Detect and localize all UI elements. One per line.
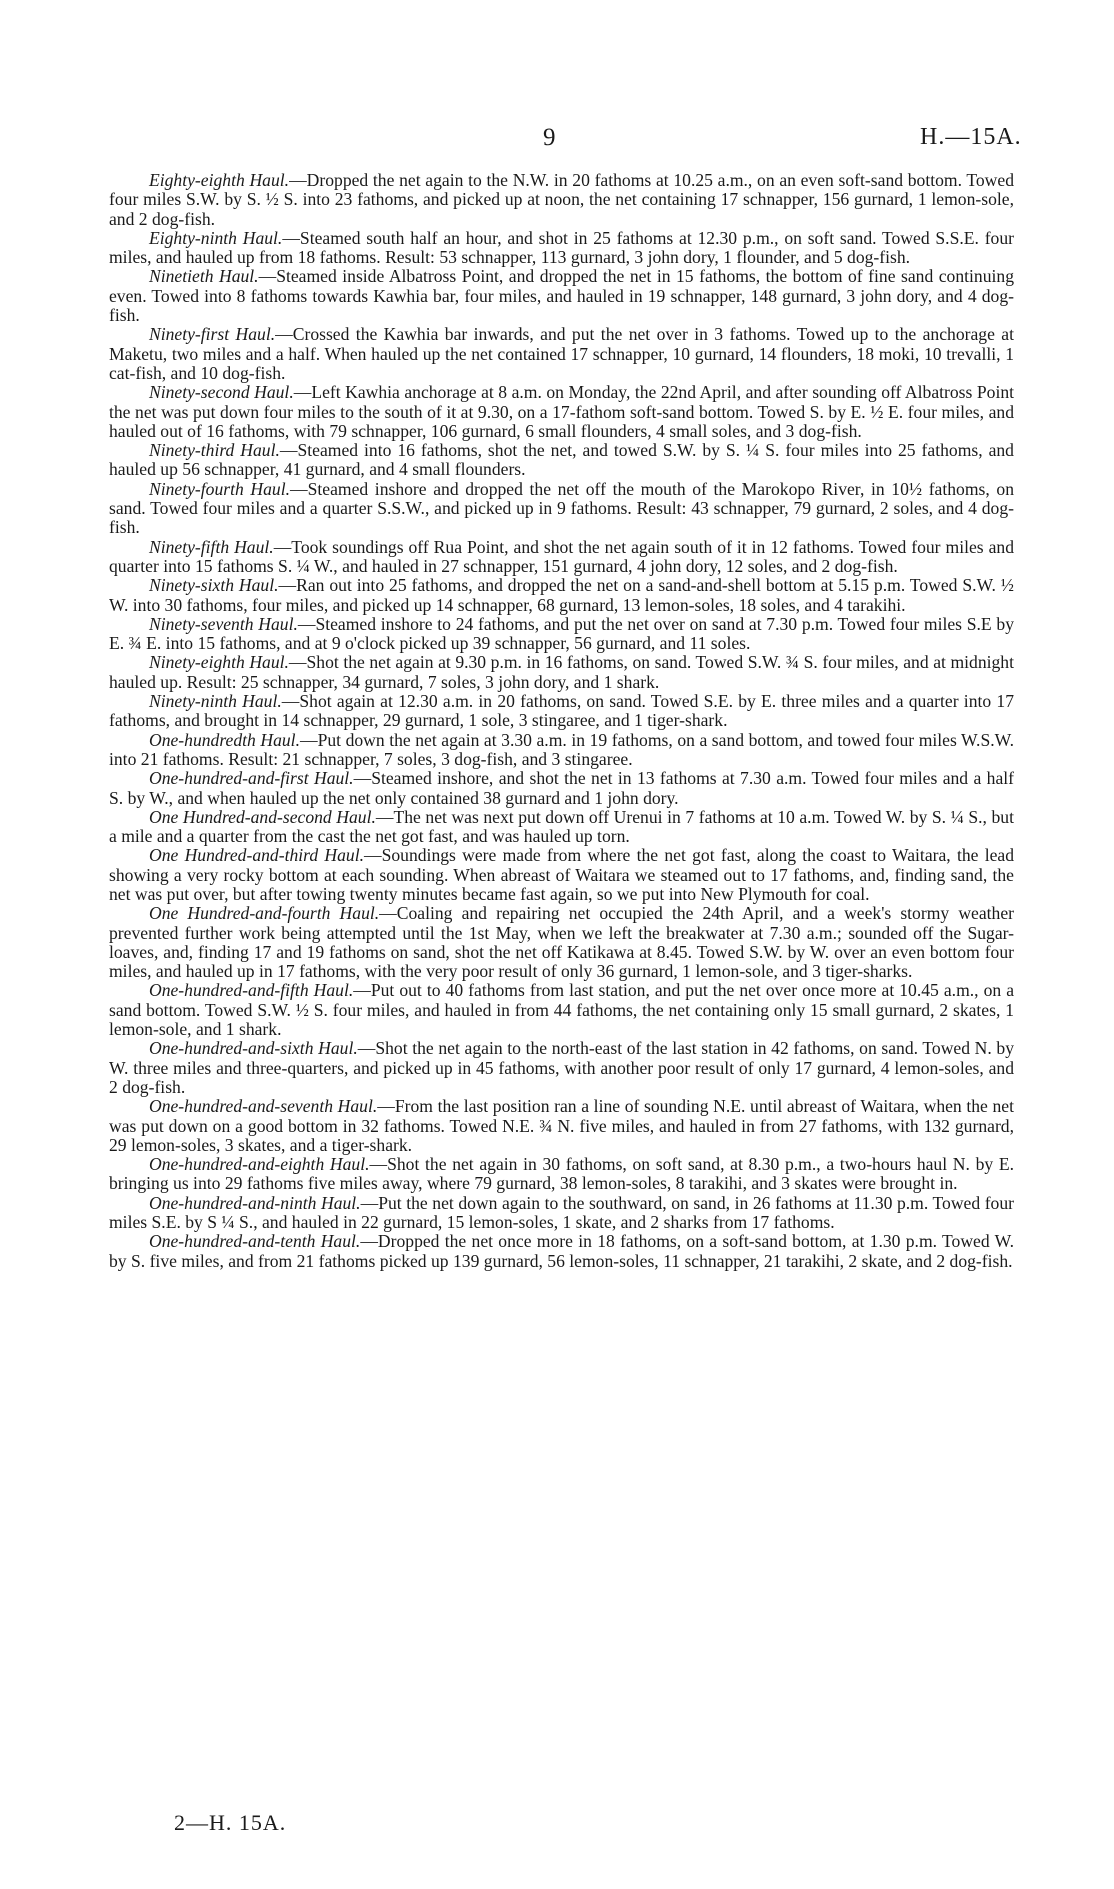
haul-title: Ninety-fourth Haul. xyxy=(149,478,291,499)
haul-text: —Steamed inshore and dropped the net off the mouth of the Marokopo River, in 10½ fathoms, on sand. Towed four miles and a quarter S.S.W., and picked up in 9 fathoms. Result: 43 schnapper, 79 gurnard, 2 soles, and 4 dog-fish. xyxy=(109,478,1014,538)
haul-text: —Left Kawhia anchorage at 8 a.m. on Monday, the 22nd April, and after sounding off Albatross Point the net was put down four miles to the south of it at 9.30, on a 17-fathom soft-sand bottom. Towed S. by E. ½ E. four miles, and hauled out of 16 fathoms, with 79 schnapper, 106 gurnard, 6 small flounders, 4 small soles, and 3 dog-fish. xyxy=(109,382,1015,441)
haul-text: —Took soundings off Rua Point, and shot the net again south of it in 12 fathoms. Towed four miles and quarter into 15 fathoms S. ¼ W., and hauled in 27 schnapper, 151 gurnard, 4 john dory, 12 soles, and 2 dog-fish. xyxy=(109,536,1014,576)
haul-title: Ninety-seventh Haul. xyxy=(149,613,298,634)
haul-text: —Steamed inside Albatross Point, and dropped the net in 15 fathoms, the bottom of fine sand continuing even. Towed into 8 fathoms towards Kawhia bar, four miles, and hauled in 19 schnapper, 148 gurnard, 3 john dory, and 4 dog-fish. xyxy=(109,266,1015,326)
haul-text: —Dropped the net again to the N.W. in 20 fathoms at 10.25 a.m., on an even soft-sand bottom. Towed four miles S.W. by S. ½ S. into 23 fathoms, and picked up at noon, the net containing 17 schnapper, 156 gurnard, 1 lemon-sole, and 2 dog-fish. xyxy=(109,170,1014,229)
haul-paragraph xyxy=(109,171,1014,229)
haul-title: One-hundred-and-ninth Haul. xyxy=(149,1192,361,1213)
haul-title: One-hundred-and-first Haul. xyxy=(149,768,354,789)
haul-title: Ninety-third Haul. xyxy=(149,440,280,461)
haul-title: Ninety-ninth Haul. xyxy=(149,691,282,712)
signature-mark: 2—H. 15A. xyxy=(174,1810,287,1835)
haul-paragraph xyxy=(109,692,1014,731)
haul-title: Ninety-first Haul. xyxy=(149,324,276,345)
haul-text: —Put out to 40 fathoms from last station, and put the net over once more at 10.45 a.m., on a sand bottom. Towed S.W. ½ S. four miles, and hauled in from 44 fathoms, the net containing only 15 small gurnard, 2 skates, 1 lemon-sole, and 1 shark. xyxy=(109,980,1014,1040)
haul-paragraph xyxy=(109,653,1014,692)
haul-text: —Put down the net again at 3.30 a.m. in 19 fathoms, on a sand bottom, and towed four miles W.S.W. into 21 fathoms. Result: 21 schnapper, 7 soles, 3 dog-fish, and 3 stingaree. xyxy=(109,729,1015,769)
haul-paragraph xyxy=(109,480,1014,538)
document-reference: H.—15A. xyxy=(920,124,1022,150)
haul-text: —Steamed into 16 fathoms, shot the net, and towed S.W. by S. ¼ S. four miles into 25 fathoms, and hauled up 56 schnapper, 41 gurnard, and 4 small flounders. xyxy=(109,440,1014,480)
haul-title: Ninetieth Haul. xyxy=(149,266,259,287)
haul-title: Ninety-second Haul. xyxy=(149,382,294,403)
haul-text: —Shot the net again at 9.30 p.m. in 16 fathoms, on sand. Towed S.W. ¾ S. four miles, and at midnight hauled up. Result: 25 schnapper, 34 gurnard, 7 soles, 3 john dory, and 1 shark. xyxy=(109,652,1014,692)
body-text xyxy=(109,171,1014,1271)
haul-paragraph xyxy=(109,538,1014,577)
haul-title: One Hundred-and-third Haul. xyxy=(149,845,364,866)
haul-paragraph xyxy=(109,808,1014,847)
haul-paragraph xyxy=(109,846,1014,904)
haul-title: Ninety-eighth Haul. xyxy=(149,652,289,673)
haul-title: One Hundred-and-fourth Haul. xyxy=(149,903,380,924)
haul-text: —Coaling and repairing net occupied the 24th April, and a week's stormy weather prevented further work being attempted until the 1st May, when we left the breakwater at 7.30 a.m.; sounded off the Sugar-loaves, and, finding 17 and 19 fathoms on sand, shot the net off Katikawa at 8.45. Towed S.W. by W. over an even bottom four miles, and hauled up in 17 fathoms, with the very poor result of only 36 gurnard, 1 lemon-sole, and 3 tiger-sharks. xyxy=(109,903,1014,982)
haul-paragraph xyxy=(109,731,1014,770)
haul-text: —From the last position ran a line of sounding N.E. until abreast of Waitara, when the net was put down on a good bottom in 32 fathoms. Towed N.E. ¾ N. five miles, and hauled in from 27 fathoms, with 132 gurnard, 29 lemon-soles, 3 skates, and a tiger-shark. xyxy=(109,1096,1014,1155)
haul-paragraph xyxy=(109,1194,1014,1233)
haul-paragraph xyxy=(109,615,1014,654)
haul-text: —Soundings were made from where the net got fast, along the coast to Waitara, the lead showing a very rocky bottom at each sounding. When abreast of Waitara we steamed out to 17 fathoms, and, finding sand, the net was put over, but after towing twenty minutes became fast again, so we put into New Plymouth for coal. xyxy=(109,845,1015,904)
haul-paragraph xyxy=(109,383,1014,441)
haul-title: Eighty-eighth Haul. xyxy=(149,170,290,190)
haul-paragraph xyxy=(109,1039,1014,1097)
haul-title: Eighty-ninth Haul. xyxy=(149,227,283,248)
haul-text: —Shot again at 12.30 a.m. in 20 fathoms, on sand. Towed S.E. by E. three miles and a quarter into 17 fathoms, and brought in 14 schnapper, 29 gurnard, 1 sole, 3 stingaree, and 1 tiger-shark. xyxy=(109,691,1014,731)
page-number: 9 xyxy=(543,124,556,151)
haul-text: —Shot the net again in 30 fathoms, on soft sand, at 8.30 p.m., a two-hours haul N. by E. bringing us into 29 fathoms five miles away, where 79 gurnard, 38 lemon-soles, 8 tarakihi, and 3 skates were brought in. xyxy=(109,1154,1014,1194)
haul-paragraph xyxy=(109,981,1014,1039)
haul-title: One-hundred-and-eighth Haul. xyxy=(149,1154,370,1175)
haul-text: —Steamed south half an hour, and shot in 25 fathoms at 12.30 p.m., on soft sand. Towed S.S.E. four miles, and hauled up from 18 fathoms. Result: 53 schnapper, 113 gurnard, 3 john dory, 1 flounder, and 5 dog-fish. xyxy=(109,227,1015,268)
haul-paragraph xyxy=(109,267,1014,325)
haul-paragraph xyxy=(109,229,1014,268)
haul-paragraph xyxy=(109,576,1014,615)
haul-paragraph xyxy=(109,769,1014,808)
haul-text: —Ran out into 25 fathoms, and dropped the net on a sand-and-shell bottom at 5.15 p.m. Towed S.W. ½ W. into 30 fathoms, four miles, and picked up 14 schnapper, 68 gurnard, 13 lemon-soles, 18 soles, and 4 tarakihi. xyxy=(109,575,1015,615)
haul-paragraph xyxy=(109,1232,1014,1271)
haul-title: One-hundred-and-sixth Haul. xyxy=(149,1038,358,1059)
haul-text: —Put the net down again to the southward, on sand, in 26 fathoms at 11.30 p.m. Towed four miles S.E. by S ¼ S., and hauled in 22 gurnard, 15 lemon-soles, 1 skate, and 2 sharks from 17 fathoms. xyxy=(109,1192,1015,1233)
haul-title: One-hundredth Haul. xyxy=(149,729,300,750)
haul-paragraph xyxy=(109,904,1014,981)
haul-text: —Steamed inshore to 24 fathoms, and put the net over on sand at 7.30 p.m. Towed four miles S.E by E. ¾ E. into 15 fathoms, and at 9 o'clock picked up 39 schnapper, 56 gurnard, and 11 soles. xyxy=(109,613,1014,654)
haul-paragraph xyxy=(109,325,1014,383)
haul-text: —Steamed inshore, and shot the net in 13 fathoms at 7.30 a.m. Towed four miles and a half S. by W., and when hauled up the net only contained 38 gurnard and 1 john dory. xyxy=(109,768,1015,808)
haul-text: —The net was next put down off Urenui in 7 fathoms at 10 a.m. Towed W. by S. ¼ S., but a mile and a quarter from the cast the net got fast, and was hauled up torn. xyxy=(109,806,1014,847)
haul-title: One-hundred-and-fifth Haul. xyxy=(149,980,354,1001)
haul-paragraph xyxy=(109,1097,1014,1155)
haul-title: One-hundred-and-seventh Haul. xyxy=(149,1096,378,1117)
haul-text: —Crossed the Kawhia bar inwards, and put the net over in 3 fathoms. Towed up to the anchorage at Maketu, two miles and a half. When hauled up the net contained 17 schnapper, 10 gurnard, 14 flounders, 18 moki, 10 trevalli, 1 cat-fish, and 10 dog-fish. xyxy=(109,324,1014,383)
haul-title: One-hundred-and-tenth Haul. xyxy=(149,1231,361,1252)
haul-title: One Hundred-and-second Haul. xyxy=(149,806,376,827)
haul-paragraph xyxy=(109,441,1014,480)
haul-title: Ninety-fifth Haul. xyxy=(149,536,274,557)
haul-paragraph xyxy=(109,1155,1014,1194)
haul-title: Ninety-sixth Haul. xyxy=(149,575,279,596)
haul-text: —Dropped the net once more in 18 fathoms, on a soft-sand bottom, at 1.30 p.m. Towed W. by S. five miles, and from 21 fathoms picked up 139 gurnard, 56 lemon-soles, 11 schnapper, 21 tarakihi, 2 skate, and 2 dog-fish. xyxy=(109,1231,1014,1271)
haul-text: —Shot the net again to the north-east of the last station in 42 fathoms, on sand. Towed N. by W. three miles and three-quarters, and picked up in 45 fathoms, with another poor result of only 17 gurnard, 4 lemon-soles, and 2 dog-fish. xyxy=(109,1038,1014,1097)
